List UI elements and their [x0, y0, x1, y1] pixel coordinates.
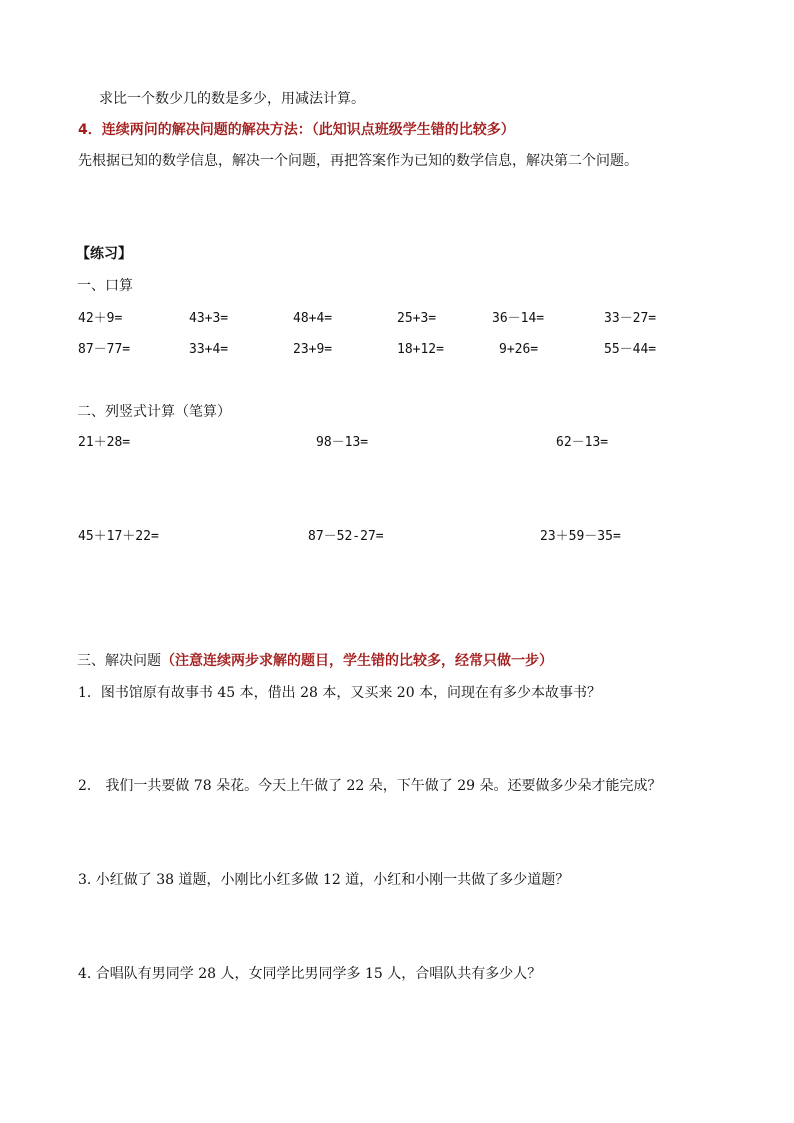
problem-item: 4. 合唱队有男同学 28 人，女同学比男同学多 15 人，合唱队共有多少人？	[78, 966, 542, 982]
mental-item: 55－44=	[604, 342, 657, 357]
practice-title: 【练习】	[76, 246, 132, 262]
vertical-item: 23＋59－35=	[540, 529, 621, 544]
problems-heading	[77, 652, 553, 670]
mental-item: 42＋9=	[78, 311, 123, 326]
problems-note: （注意连续两步求解的题目，学生错的比较多，经常只做一步）	[161, 653, 553, 669]
problem-item: 1．图书馆原有故事书 45 本，借出 28 本，又买来 20 本，问现在有多少本故事书？	[78, 685, 602, 701]
mental-item: 43+3=	[189, 311, 229, 326]
mental-calc-title: 一、口算	[77, 278, 133, 294]
mental-item: 33+4=	[189, 342, 229, 357]
problem-item: 2． 我们一共要做 78 朵花。今天上午做了 22 朵，下午做了 29 朵。还要做多少朵才能完成？	[78, 778, 662, 794]
mental-item: 25+3=	[397, 311, 437, 326]
mental-item: 36－14=	[492, 311, 545, 326]
problem-item: 3. 小红做了 38 道题，小刚比小红多做 12 道，小红和小刚一共做了多少道题？	[78, 872, 570, 888]
vertical-calc-title: 二、列竖式计算（笔算）	[77, 404, 231, 420]
heading-method-4: 4．连续两问的解决问题的解决方法：（此知识点班级学生错的比较多）	[78, 122, 515, 138]
mental-item: 87－77=	[78, 342, 131, 357]
vertical-item: 45＋17＋22=	[78, 529, 159, 544]
mental-item: 48+4=	[293, 311, 333, 326]
mental-item: 18+12=	[397, 342, 444, 357]
mental-item: 9+26=	[499, 342, 539, 357]
vertical-item: 98－13=	[316, 435, 369, 450]
mental-item: 23+9=	[293, 342, 333, 357]
rule-subtract-text: 求比一个数少几的数是多少，用减法计算。	[99, 91, 365, 107]
vertical-item: 21＋28=	[78, 435, 131, 450]
problems-title: 三、解决问题	[77, 653, 161, 669]
mental-item: 33－27=	[604, 311, 657, 326]
vertical-item: 62－13=	[556, 435, 609, 450]
method-text: 先根据已知的数学信息，解决一个问题，再把答案作为已知的数学信息，解决第二个问题。	[78, 153, 638, 169]
vertical-item: 87－52-27=	[308, 529, 384, 544]
